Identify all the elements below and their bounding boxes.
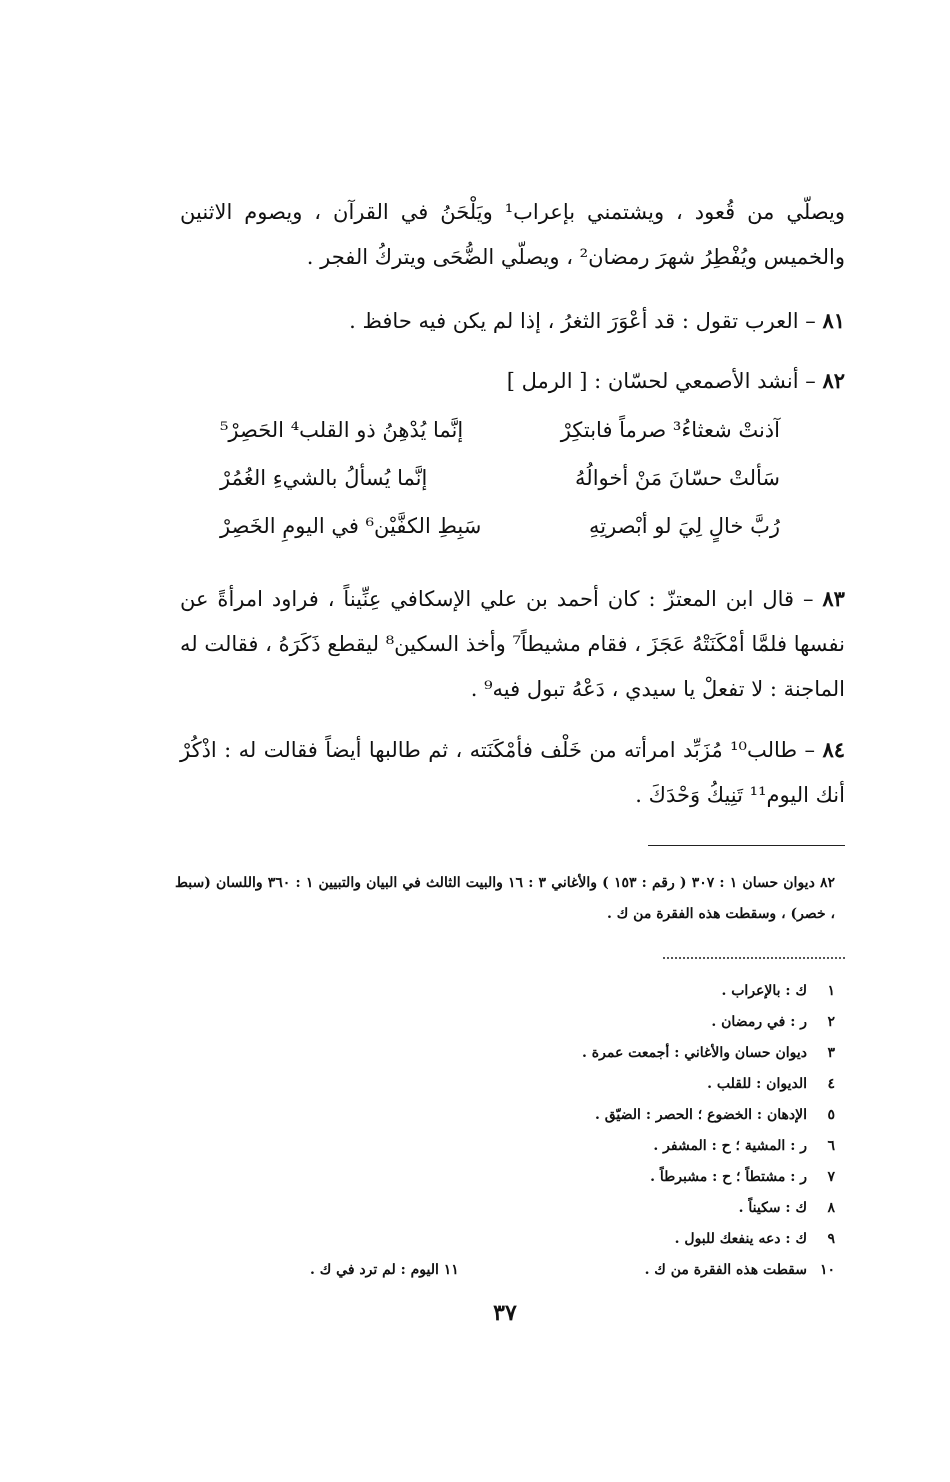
footnote-text: ك : دعه ينفعك للبول . (674, 1231, 807, 1247)
footnote-text: الإدهان : الخضوع ؛ الحصر : الضيّق . (595, 1107, 807, 1123)
footnote-text: ر : مشتطاً ؛ ح : مشبرطاً . (650, 1169, 807, 1185)
footnote-number: ٦ (827, 1138, 835, 1154)
section-number: ٨٢ (822, 368, 845, 393)
footnote-8 (739, 1200, 835, 1230)
section-number: ٨١ (822, 308, 845, 333)
footnote-3 (582, 1045, 835, 1075)
verse-3 (220, 514, 780, 559)
footnote-text: ر : في رمضان . (711, 1014, 807, 1030)
section-82: ٨٢ – أنشد الأصمعي لحسّان : [ الرمل ] (506, 368, 845, 393)
footnote-number: ٨ (827, 1200, 835, 1216)
footnote-text: ر : المشية ؛ ح : المشفر . (653, 1138, 807, 1154)
section-81: ٨١ – العرب تقول : قد أعْوَرَ الثغرُ ، إذا لم يكن فيه حافظ . (349, 308, 845, 333)
verse-1 (220, 418, 780, 463)
footnote-text: سقطت هذه الفقرة من ك . (644, 1262, 807, 1278)
footnote-number: ١ (827, 983, 835, 999)
footnote-separator (648, 845, 845, 846)
verse-first-hemistich: سَألتْ حسّانَ مَنْ أخوالُهُ (575, 466, 780, 490)
page-number: ٣٧ (493, 1300, 517, 1326)
footnote-4 (707, 1076, 835, 1106)
footnote-number: ٧ (827, 1169, 835, 1185)
footnote-10 (645, 1262, 835, 1292)
verse-first-hemistich: رُبَّ خالٍ لِيَ لو أبْصرتِهِ (589, 514, 780, 538)
footnote-number: ٤ (827, 1076, 835, 1092)
section-text: أنشد الأصمعي لحسّان : [ الرمل ] (506, 369, 799, 393)
source-note: ٨٢ ديوان حسان ١ : ٣٠٧ ( رقم : ١٥٣ ) والأغاني ٣ : ١٦ والبيت الثالث في البيان والتبيين ١ : ٣٦٠ واللسان (سبط ، خصر) ، وسقطت هذه الفقرة من ك . (175, 875, 836, 922)
verse-second-hemistich: إنَّما يُسألُ بالشيءِ الغُمُرْ (220, 466, 428, 490)
section-text: قال ابن المعتزّ : كان أحمد بن علي الإسكافي عِنِّيناً ، فراود امرأةً عن نفسها فلمَّا أمْكَنَتْهُ عَجَزَ ، فقام مشيطاً⁷ وأخذ السكين⁸ ليقطع ذَكَرَهُ ، فقالت له الماجنة : لا تفعلْ يا سيدي ، دَعْهُ تبول فيه⁹ . (180, 587, 845, 701)
footnote-number: ١٠ (819, 1262, 835, 1278)
dotted-separator (663, 957, 845, 959)
footnote-number: ٣ (827, 1045, 835, 1061)
footnote-2 (711, 1014, 835, 1044)
section-text: طالب¹⁰ مُزَبِّد امرأته من خَلْف فأمْكَنَته ، ثم طالبها أيضاً فقالت له : اذْكُرْ أنك اليوم¹¹ تَنِيكُ وَحْدَكَ . (180, 738, 845, 807)
section-83: ٨٣ – قال ابن المعتزّ : كان أحمد بن علي الإسكافي عِنِّيناً ، فراود امرأةً عن نفسها فلمَّا أمْكَنَتْهُ عَجَزَ ، فقام مشيطاً⁷ وأخذ السكين⁸ ليقطع ذَكَرَهُ ، فقالت له الماجنة : لا تفعلْ يا سيدي ، دَعْهُ تبول فيه⁹ . (180, 586, 845, 701)
intro-paragraph: ويصلّي من قُعود ، ويشتمني بإعراب¹ ويَلْحَنُ في القرآن ، ويصوم الاثنين والخميس ويُفْطِرُ شهرَ رمضان² ، ويصلّي الضُّحَى ويتركُ الفجر . (180, 200, 845, 269)
footnote-7 (650, 1169, 835, 1199)
verse-second-hemistich: سَبِطِ الكفَّيْن⁶ في اليومِ الخَصِرْ (220, 514, 482, 538)
footnote-11: ١١ اليوم : لم ترد في ك . (310, 1262, 459, 1278)
section-number: ٨٣ (822, 586, 845, 611)
footnote-text: ديوان حسان والأغاني : أجمعت عمرة . (582, 1045, 807, 1061)
footnote-9 (675, 1231, 835, 1261)
section-number: ٨٤ (822, 737, 846, 762)
footnote-number: ٢ (827, 1014, 835, 1030)
footnote-text: ك : بالإعراب . (721, 983, 807, 999)
footnote-number: ٥ (827, 1107, 835, 1123)
footnote-6 (653, 1138, 835, 1168)
verse-second-hemistich: إنَّما يُدْهِنُ ذو القلب⁴ الحَصِرْ⁵ (220, 418, 464, 442)
footnote-number: ٩ (827, 1231, 835, 1247)
footnote-1 (722, 983, 836, 1013)
footnote-text: ك : سكيناً . (738, 1200, 807, 1216)
verse-first-hemistich: آذنتْ شعثاءُ³ صرماً فابتكِرْ (560, 418, 780, 442)
verse-2 (220, 466, 780, 511)
footnote-5 (595, 1107, 835, 1137)
footnote-text: الديوان : للقلب . (707, 1076, 807, 1092)
section-text: العرب تقول : قد أعْوَرَ الثغرُ ، إذا لم يكن فيه حافظ . (349, 309, 799, 333)
section-84: ٨٤ – طالب¹⁰ مُزَبِّد امرأته من خَلْف فأمْكَنَته ، ثم طالبها أيضاً فقالت له : اذْكُرْ أنك اليوم¹¹ تَنِيكُ وَحْدَكَ . (180, 737, 846, 807)
